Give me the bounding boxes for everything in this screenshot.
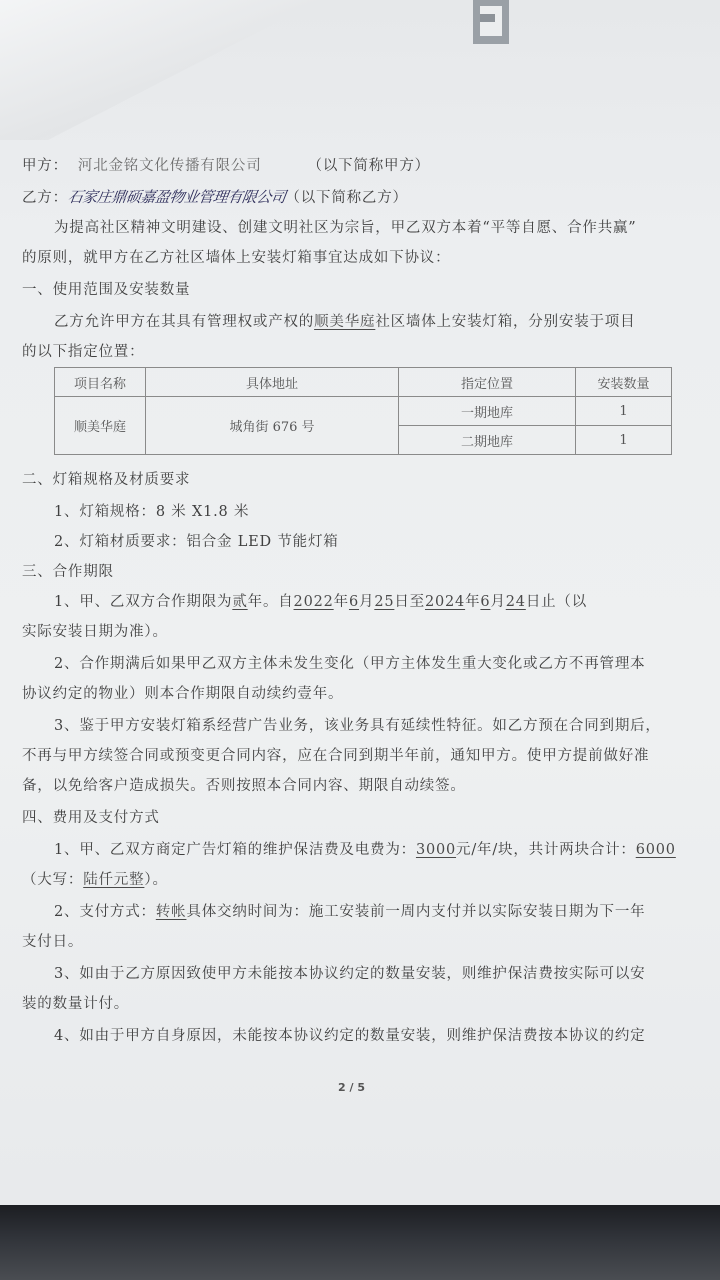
location-cell: 一期地库	[399, 397, 576, 426]
fee-amount: 3000	[415, 842, 457, 858]
section-2-item-2: 2、灯箱材质要求：铝合金 LED 节能灯箱	[54, 534, 339, 550]
section-3-item-3-line-1: 3、鉴于甲方安装灯箱系经营广告业务，该业务具有延续性特征。如乙方预在合同到期后，	[54, 718, 661, 734]
section-3-item-1: 1、甲、乙双方合作期限为贰年。自2022年6月25日至2024年6月24日止（以	[54, 594, 588, 610]
total-amount-uppercase: 陆仟元整	[83, 872, 145, 888]
table-header-project: 项目名称	[55, 368, 146, 397]
section-4-item-3-line-1: 3、如由于乙方原因致使甲方未能按本协议约定的数量安装，则维护保洁费按实际可以安	[54, 966, 646, 982]
end-year: 2024	[424, 594, 466, 610]
table-row	[55, 397, 672, 426]
section-4-item-2: 2、支付方式：转帐具体交纳时间为：施工安装前一周内支付并以实际安装日期为下一年	[54, 904, 646, 920]
start-day: 25	[374, 594, 395, 610]
location-cell: 二期地库	[399, 426, 576, 455]
section-3-item-2-line-2: 协议约定的物业）则本合作期限自动续约壹年。	[22, 686, 344, 702]
start-month: 6	[348, 594, 359, 610]
section-3-item-3-line-3: 备，以免给客户造成损失。否则按照本合同内容、期限自动续签。	[22, 778, 466, 794]
payment-method: 转帐	[155, 904, 187, 920]
party-b-line: 乙方：石家庄鼎硕嘉盈物业管理有限公司（以下简称乙方）	[22, 188, 408, 206]
quantity-cell: 1	[576, 426, 672, 455]
table-header-row	[55, 368, 672, 397]
section-3-item-3-line-2: 不再与甲方续签合同或预变更合同内容，应在合同到期半年前，通知甲方。使甲方提前做好准	[22, 748, 650, 764]
section-3-item-2-line-1: 2、合作期满后如果甲乙双方主体未发生变化（甲方主体发生重大变化或乙方不再管理本	[54, 656, 646, 672]
start-year: 2022	[293, 594, 334, 610]
end-day: 24	[505, 594, 526, 610]
community-name: 顺美华庭	[314, 314, 376, 330]
section-4-title: 四、费用及支付方式	[22, 810, 160, 826]
party-a-name: 河北金铭文化传播有限公司	[77, 158, 262, 174]
total-amount: 6000	[635, 842, 676, 858]
desk-background	[0, 1205, 720, 1280]
section-1-line-2: 的以下指定位置：	[22, 344, 145, 360]
section-2-item-1: 1、灯箱规格：8 米 X1.8 米	[54, 504, 250, 520]
section-4-item-1-line-2: （大写：陆仟元整）。	[22, 872, 168, 888]
section-3-title: 三、合作期限	[22, 564, 114, 580]
address-cell: 城角街 676 号	[146, 397, 399, 455]
end-month: 6	[480, 594, 491, 610]
section-4-item-1: 1、甲、乙双方商定广告灯箱的维护保洁费及电费为：3000元/年/块，共计两块合计：6000	[54, 842, 676, 858]
folded-page-corner	[0, 0, 320, 140]
section-1-line-1: 乙方允许甲方在其具有管理权或产权的顺美华庭社区墙体上安装灯箱，分别安装于项目	[54, 314, 636, 330]
section-4-item-3-line-2: 装的数量计付。	[22, 996, 130, 1012]
section-3-item-1-line-2: 实际安装日期为准）。	[22, 624, 168, 640]
location-table	[54, 367, 672, 455]
section-4-item-4-line-1: 4、如由于甲方自身原因，未能按本协议约定的数量安装，则维护保洁费按本协议的约定	[54, 1028, 646, 1044]
table-header-address: 具体地址	[146, 368, 399, 397]
project-cell: 顺美华庭	[55, 397, 146, 455]
quantity-cell: 1	[576, 397, 672, 426]
table-header-location: 指定位置	[399, 368, 576, 397]
term-years: 贰	[232, 594, 248, 610]
party-a-line: 甲方： 河北金铭文化传播有限公司 （以下简称甲方）	[22, 158, 430, 174]
logo-icon	[473, 0, 509, 44]
party-b-signature: 石家庄鼎硕嘉盈物业管理有限公司	[66, 188, 287, 206]
section-1-title: 一、使用范围及安装数量	[22, 282, 191, 298]
section-2-title: 二、灯箱规格及材质要求	[22, 472, 191, 488]
intro-line-1: 为提高社区精神文明建设、创建文明社区为宗旨，甲乙双方本着“平等自愿、合作共赢”	[54, 220, 637, 236]
intro-line-2: 的原则，就甲方在乙方社区墙体上安装灯箱事宜达成如下协议：	[22, 250, 451, 266]
page-number: 2 / 5	[338, 1081, 365, 1094]
section-4-item-2-line-2: 支付日。	[22, 934, 84, 950]
table-header-quantity: 安装数量	[576, 368, 672, 397]
